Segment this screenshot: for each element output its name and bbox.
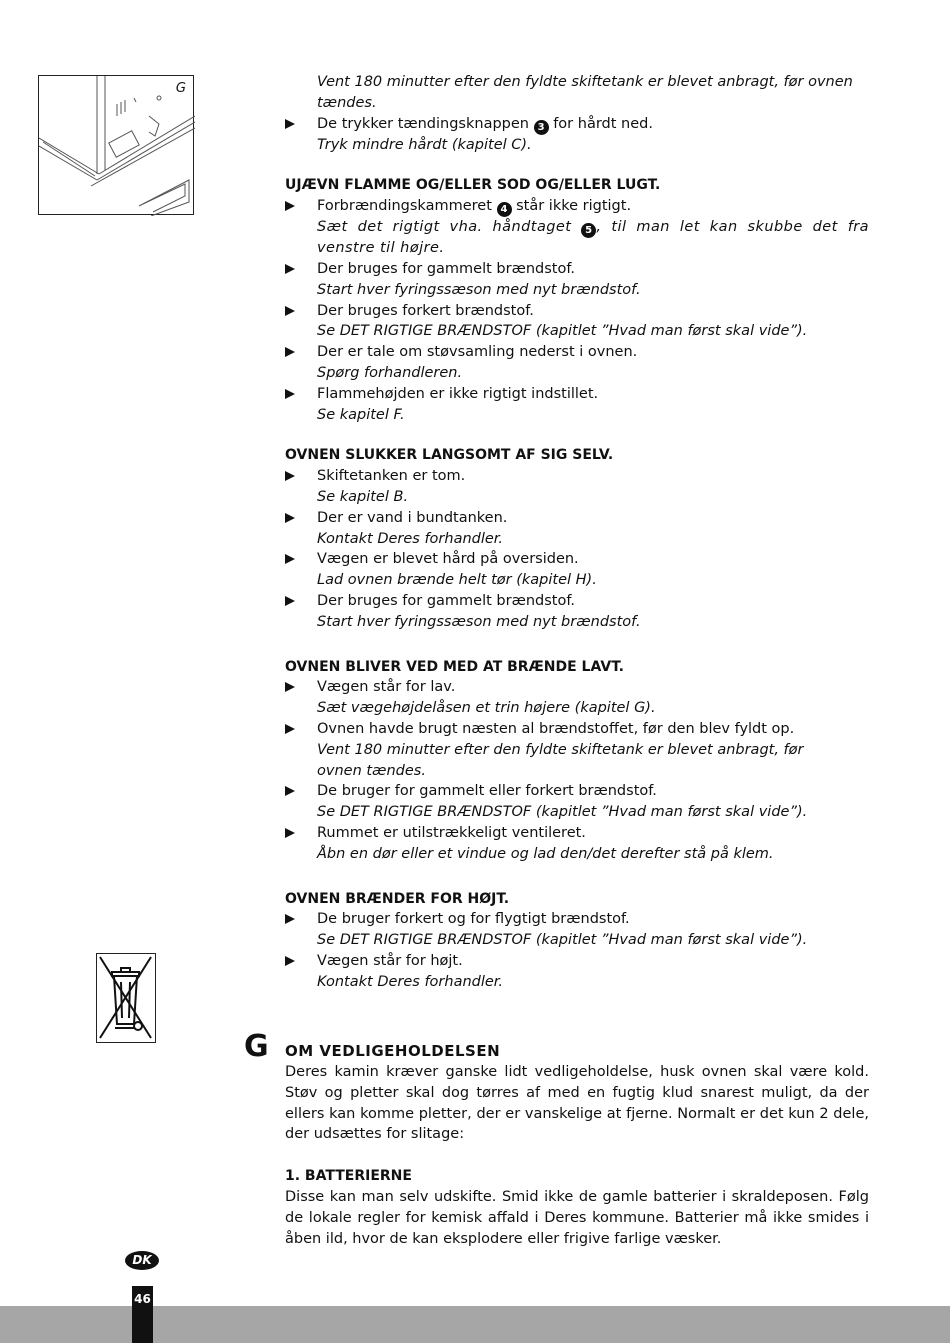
bullet-arrow-icon xyxy=(285,201,295,211)
remedy-text: Åbn en dør eller et vindue og lad den/det derefter stå på klem. xyxy=(317,845,774,862)
remedy-text: Se DET RIGTIGE BRÆNDSTOF (kapitlet ”Hvad man først skal vide”). xyxy=(317,932,808,949)
intro-text: Vent 180 minutter efter den fyldte skiftetank er blevet anbragt, før ovnen tændes. xyxy=(317,74,853,111)
figure-label: G xyxy=(175,81,186,96)
remedy-text: Start hver fyringssæson med nyt brændstof. xyxy=(317,613,641,630)
remedy-text: Spørg forhandleren. xyxy=(317,364,463,381)
bullet-arrow-icon xyxy=(285,471,295,481)
bullet-item: Forbrændingskammeret 4 står ikke rigtigt. xyxy=(285,196,869,217)
remedy-text: Start hver fyringssæson med nyt brændstof. xyxy=(317,281,641,298)
heater-illustration xyxy=(39,76,195,216)
bullet-item: Vægen står for lav. xyxy=(285,677,869,698)
section-body xyxy=(285,1062,869,1249)
remedy-text: Se kapitel F. xyxy=(317,406,405,423)
bullet-item: Der er tale om støvsamling nederst i ovnen. xyxy=(285,342,869,363)
bullet-arrow-icon xyxy=(285,786,295,796)
bullet-arrow-icon xyxy=(285,554,295,564)
number-badge: 5 xyxy=(581,223,596,238)
page-number: 46 xyxy=(134,1292,151,1306)
language-badge: DK xyxy=(125,1251,159,1270)
number-badge: 4 xyxy=(497,202,512,217)
bullet-item: Skiftetanken er tom. xyxy=(285,466,869,487)
remedy-text: Lad ovnen brænde helt tør (kapitel H). xyxy=(317,572,597,589)
remedy-text: Kontakt Deres forhandler. xyxy=(317,973,504,990)
sub-heading: 1. BATTERIERNE xyxy=(285,1168,412,1185)
remedy-text: Se DET RIGTIGE BRÆNDSTOF (kapitlet ”Hvad man først skal vide”). xyxy=(317,804,808,821)
bullet-item: Vægen er blevet hård på oversiden. xyxy=(285,549,869,570)
remedy-text: Se kapitel B. xyxy=(317,488,409,505)
remedy-text: Sæt vægehøjdelåsen et trin højere (kapitel G). xyxy=(317,700,656,717)
remedy-text: Vent 180 minutter efter den fyldte skiftetank er blevet anbragt, før ovnen tændes. xyxy=(317,741,804,779)
bullet-arrow-icon xyxy=(285,306,295,316)
bullet-item: Ovnen havde brugt næsten al brændstoffet, før den blev fyldt op. xyxy=(285,719,869,740)
bullet-arrow-icon xyxy=(285,828,295,838)
section-heading: OVNEN BLIVER VED MED AT BRÆNDE LAVT. xyxy=(285,658,624,675)
bullet-arrow-icon xyxy=(285,513,295,523)
bullet-item: Der er vand i bundtanken. xyxy=(285,508,869,529)
bullet-arrow-icon xyxy=(285,347,295,357)
bullet-item: Der bruges for gammelt brændstof. xyxy=(285,591,869,612)
bullet-item: Der bruges for gammelt brændstof. xyxy=(285,259,869,280)
section-heading: OVNEN BRÆNDER FOR HØJT. xyxy=(285,890,510,907)
bullet-arrow-icon xyxy=(285,596,295,606)
remedy-text: Sæt det rigtigt vha. håndtaget 5 , til man let kan skubbe det fra venstre til højre. xyxy=(317,219,870,257)
bullet-item: Vægen står for højt. xyxy=(285,951,869,972)
figure-g xyxy=(38,75,194,215)
section-letter: G xyxy=(244,1029,269,1064)
section-heading: OVNEN SLUKKER LANGSOMT AF SIG SELV. xyxy=(285,447,614,464)
sub-paragraph: Disse kan man selv udskifte. Smid ikke de gamle batterier i skraldeposen. Følg de lokale regler for kemisk affald i Deres kommune. Batterier må ikke smides i åben ild, hvor de kan eksplodere eller frigive farlige væsker. xyxy=(285,1188,869,1247)
bullet-arrow-icon xyxy=(285,119,295,129)
remedy-text: Se DET RIGTIGE BRÆNDSTOF (kapitlet ”Hvad man først skal vide”). xyxy=(317,323,808,340)
bullet-arrow-icon xyxy=(285,389,295,399)
bullet-item: Rummet er utilstrækkeligt ventileret. xyxy=(285,823,869,844)
number-badge: 3 xyxy=(534,120,549,135)
bullet-arrow-icon xyxy=(285,682,295,692)
bullet-arrow-icon xyxy=(285,956,295,966)
weee-bin-icon xyxy=(96,953,156,1043)
bullet-arrow-icon xyxy=(285,914,295,924)
bullet-item: Flammehøjden er ikke rigtigt indstillet. xyxy=(285,384,869,405)
bullet-item: De trykker tændingsknappen 3 for hårdt ned. xyxy=(285,114,869,135)
bullet-arrow-icon xyxy=(285,264,295,274)
bullet-item: De bruger forkert og for flygtigt brændstof. xyxy=(285,909,869,930)
section-paragraph: Deres kamin kræver ganske lidt vedligeholdelse, husk ovnen skal være kold. Støv og pletter skal dog tørres af med en fugtig klud snarest muligt, da der ellers kan komme pletter, der er vanskelige at fjerne. Normalt er det kun 2 dele, der udsættes for slitage: xyxy=(285,1064,869,1143)
remedy-text: Tryk mindre hårdt (kapitel C). xyxy=(317,136,532,153)
bullet-item: De bruger for gammelt eller forkert brændstof. xyxy=(285,781,869,802)
section-heading: UJÆVN FLAMME OG/ELLER SOD OG/ELLER LUGT. xyxy=(285,177,661,194)
main-column xyxy=(285,72,869,992)
remedy-text: Kontakt Deres forhandler. xyxy=(317,530,504,547)
bullet-item: Der bruges forkert brændstof. xyxy=(285,301,869,322)
section-title: OM VEDLIGEHOLDELSEN xyxy=(285,1042,501,1060)
bullet-arrow-icon xyxy=(285,724,295,734)
